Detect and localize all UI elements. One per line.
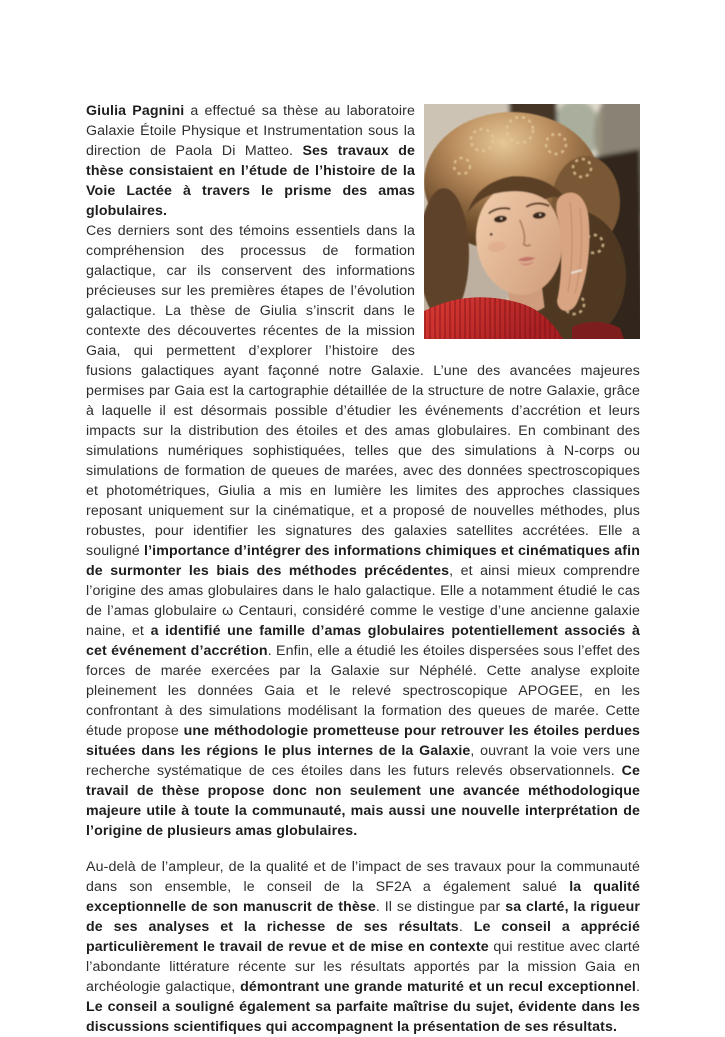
text-run: qui restitue avec clarté l’abondante littérature récente sur les résultats apportés par la mission Gaia en archéologie galactique, bbox=[86, 939, 640, 995]
text-run: , et ainsi mieux comprendre l’origine des amas globulaires dans le halo galactique. Elle a notamment étudié le cas de l’amas globulaire ω Centauri, considéré comme le vestige d’une ancienne galaxie naine, et bbox=[86, 563, 640, 639]
article-body bbox=[86, 101, 640, 1037]
paragraph-council-appreciation bbox=[86, 857, 640, 1037]
text-run: . Enfin, elle a étudié les étoiles dispersées sous l’effet des forces de marée exercées par la Galaxie sur Néphélé. Cette analyse exploite pleinement les données Gaia et le relevé spectroscopique APOGEE, en les confrontant à des simulations modélisant la formation des queues de marée. Cette étude propose bbox=[86, 643, 641, 739]
text-run: Au-delà de l’ampleur, de la qualité et de l’impact de ses travaux pour la communauté dans son ensemble, le conseil de la SF2A a également salué bbox=[86, 859, 640, 895]
text-run: l’importance d’intégrer des informations chimiques et cinématiques afin de surmonter les biais des méthodes précédentes bbox=[86, 543, 640, 579]
portrait-photo-illustration bbox=[424, 104, 640, 339]
text-run: Le conseil a apprécié particulièrement le travail de revue et de mise en contexte bbox=[86, 919, 641, 955]
text-run: une méthodologie prometteuse pour retrouver les étoiles perdues situées dans les régions le plus internes de la Galaxie bbox=[86, 723, 640, 759]
text-run: , ouvrant la voie vers une recherche systématique de ces étoiles dans les futurs relevés observationnels. bbox=[86, 743, 641, 779]
text-run: Giulia Pagnini bbox=[86, 103, 185, 119]
text-run: . bbox=[458, 919, 474, 935]
text-run: sa clarté, la rigueur de ses analyses et la richesse de ses résultats bbox=[86, 899, 640, 935]
text-run: Ces derniers sont des témoins essentiels dans la compréhension des processus de formation galactique, car ils conservent des informations précieuses sur les premières étapes de l’évolution galactique. La thèse de Giulia s’inscrit dans le contexte des découvertes récentes de la mission Gaia, qui permettent d’explorer l’histoire des fusions galactiques ayant façonné notre Galaxie. L’une des avancées majeures permises par Gaia est la cartographie détaillée de la structure de notre Galaxie, grâce à laquelle il est désormais possible d’étudier les événements d’accrétion et leurs impacts sur la distribution des étoiles et des amas globulaires. En combinant des simulations numériques sophistiquées, telles que des simulations à N-corps ou simulations de formation de queues de marées, avec des données spectroscopiques et photométriques, Giulia a mis en lumière les limites des approches classiques reposant uniquement sur la cinématique, et a proposé de nouvelles méthodes, plus robustes, pour identifier les signatures des galaxies satellites accrétées. Elle a souligné bbox=[86, 223, 640, 559]
text-run: Le conseil a souligné également sa parfaite maîtrise du sujet, évidente dans les discussions scientifiques qui accompagnent la présentation de ses résultats. bbox=[86, 999, 640, 1035]
text-run: la qualité exceptionnelle de son manuscrit de thèse bbox=[86, 879, 640, 915]
text-run: a identifié une famille d’amas globulaires potentiellement associés à cet événement d’accrétion bbox=[86, 623, 640, 659]
portrait-photo bbox=[424, 104, 640, 339]
text-run: Ses travaux de thèse consistaient en l’étude de l’histoire de la Voie Lactée à travers le prisme des amas globulaires. bbox=[86, 143, 416, 219]
text-run: a effectué sa thèse au laboratoire Galaxie Étoile Physique et Instrumentation sous la direction de Paola Di Matteo. bbox=[86, 103, 415, 159]
text-run: . Il se distingue par bbox=[375, 899, 506, 915]
text-run: démontrant une grande maturité et un recul exceptionnel bbox=[240, 979, 636, 995]
text-run: . bbox=[635, 979, 640, 995]
text-run: Ce travail de thèse propose donc non seulement une avancée méthodologique majeure utile à toute la communauté, mais aussi une nouvelle interprétation de l’origine de plusieurs amas globulaires. bbox=[86, 763, 640, 839]
